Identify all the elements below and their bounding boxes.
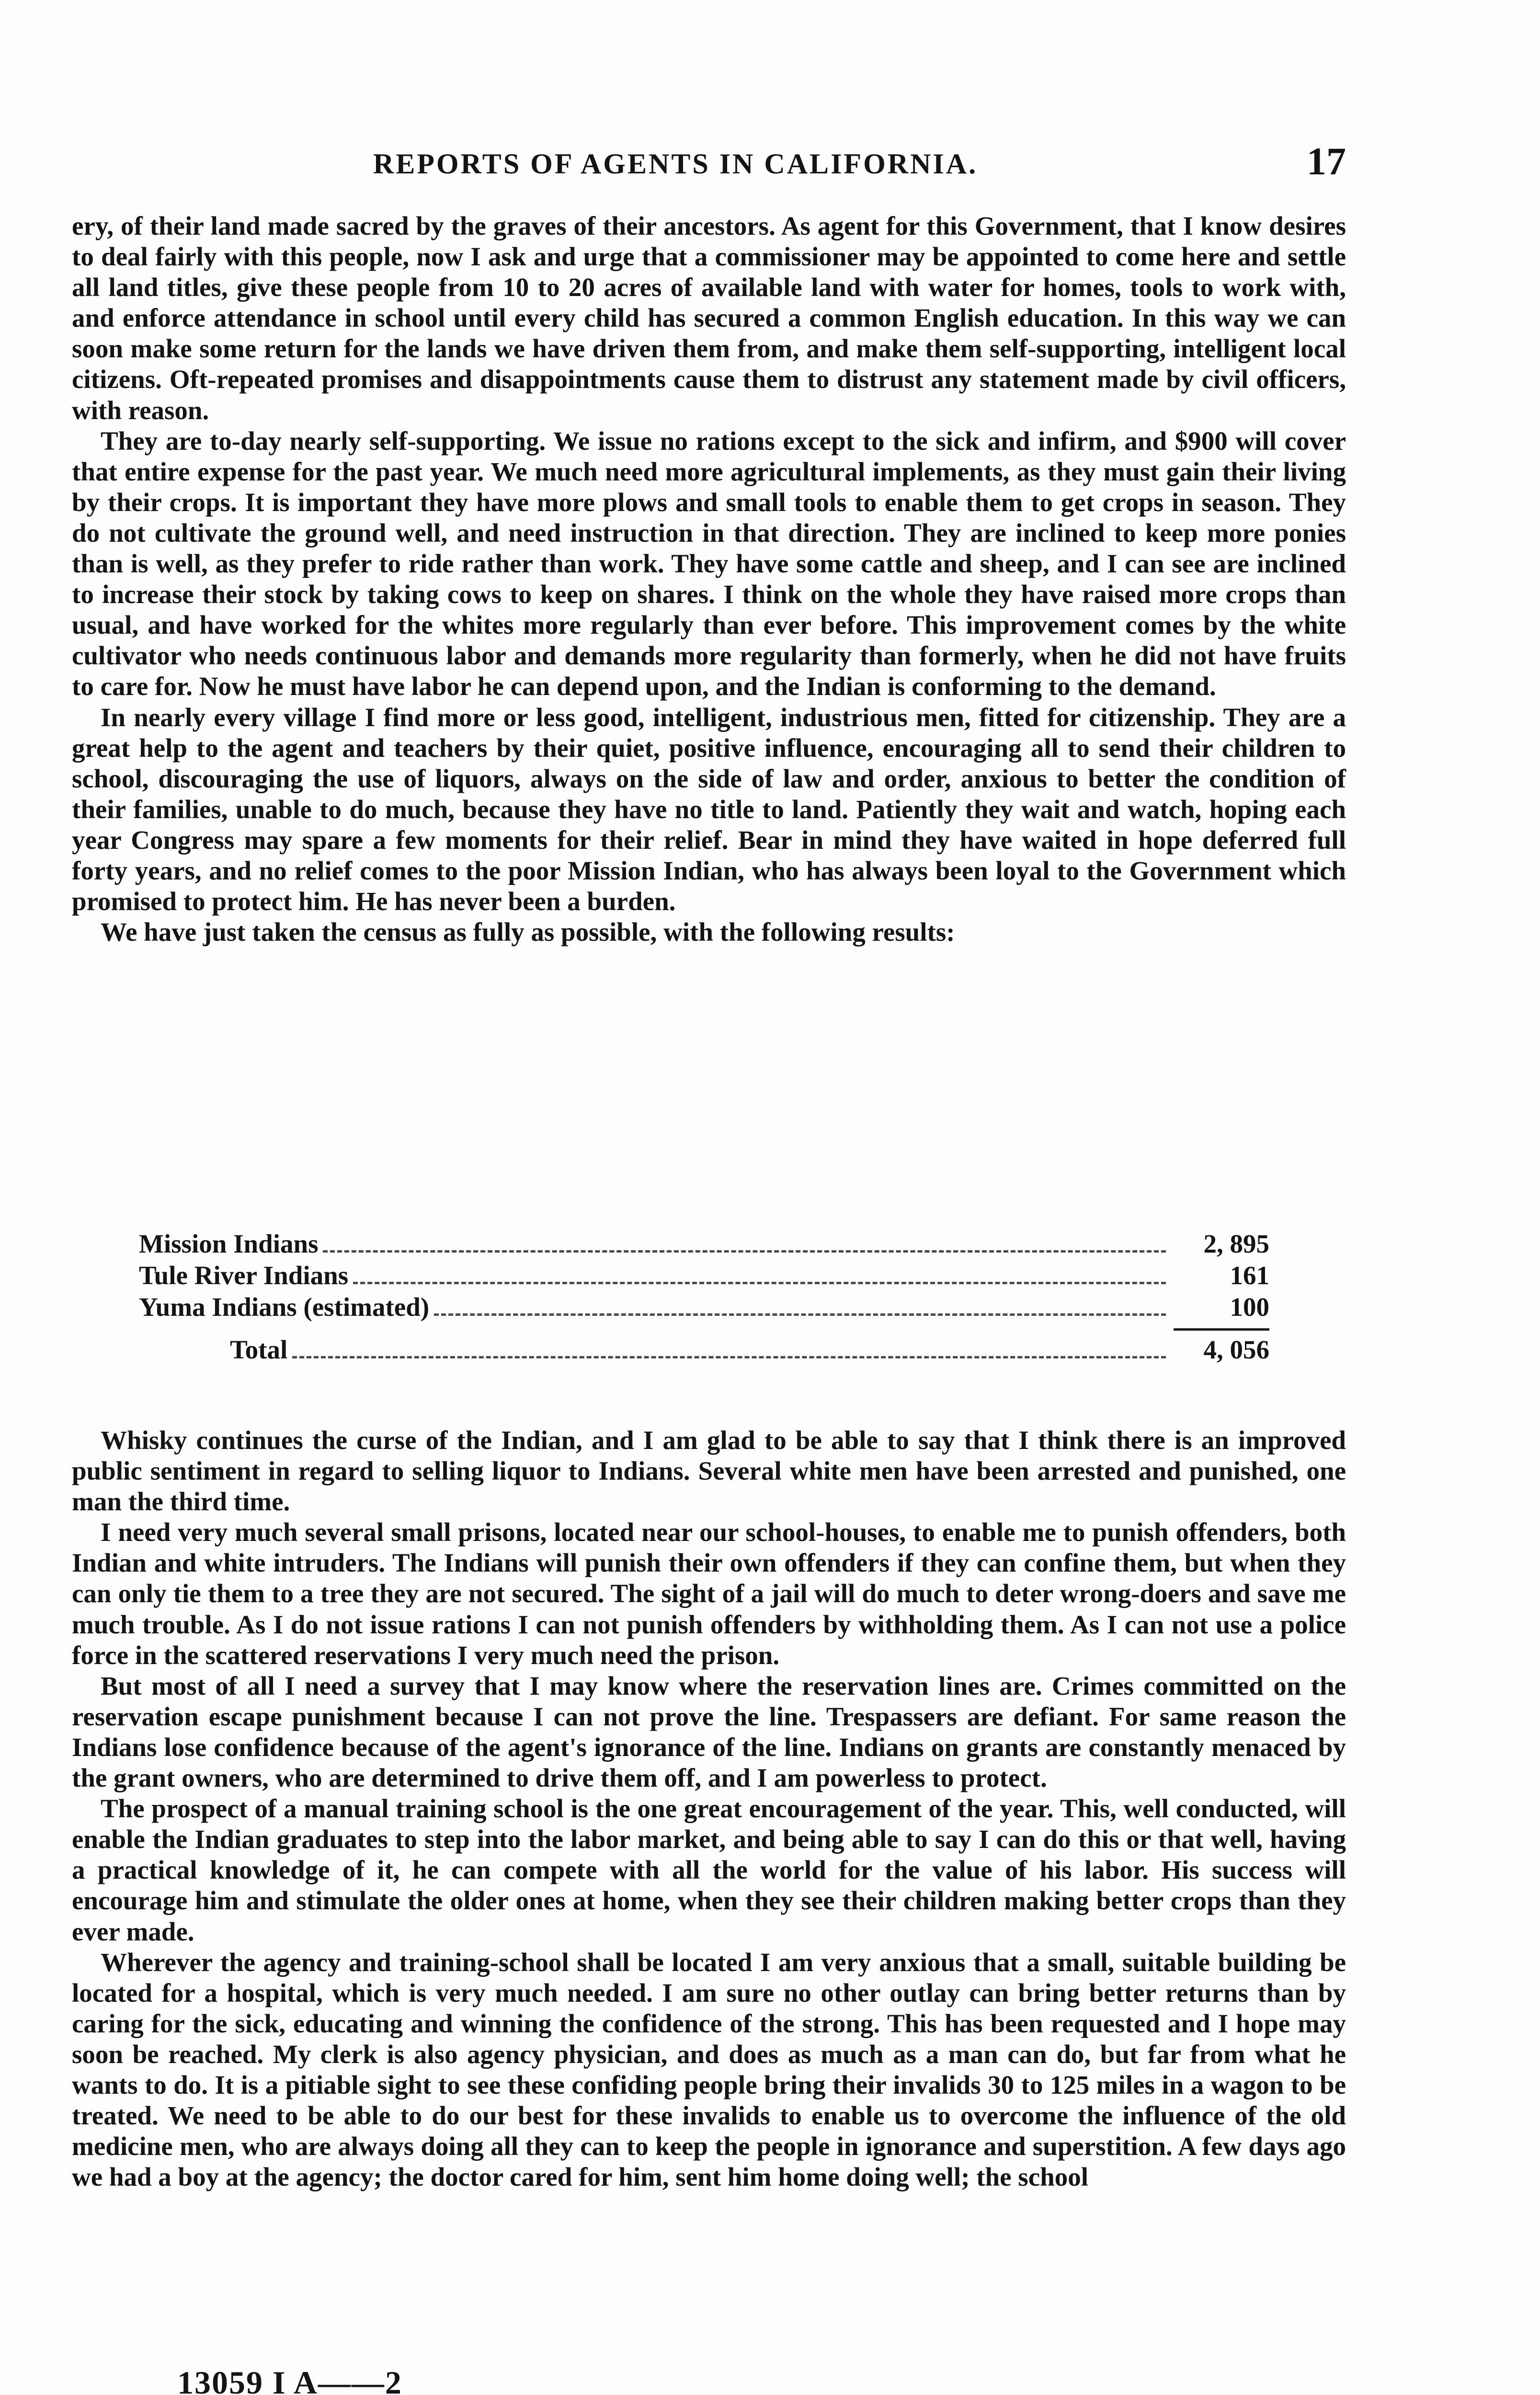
total-rule	[1174, 1328, 1269, 1331]
census-row	[139, 1292, 1269, 1323]
dot-leader	[292, 1356, 1166, 1358]
census-value: 2, 895	[1203, 1229, 1269, 1258]
paragraph: They are to-day nearly self-supporting. We issue no rations except to the sick and infirm, and $900 will cover that entire expense for the past year. We much need more agricultural implements, as they must gain their living by their crops. It is important they have more plows and small tools to enable them to get crops in season. They do not cultivate the ground well, and need instruction in that direction. They are inclined to keep more ponies than is well, as they prefer to ride rather than work. They have some cattle and sheep, and I can see are inclined to increase their stock by taking cows to keep on shares. I think on the whole they have raised more crops than usual, and have worked for the whites more regularly than ever before. This improvement comes by the white cultivator who needs continuous labor and demands more regularity than formerly, when he did not have fruits to care for. Now he must have labor he can depend upon, and the Indian is conforming to the demand.	[72, 426, 1346, 701]
census-total-value: 4, 056	[1203, 1335, 1269, 1364]
paragraph: I need very much several small prisons, located near our school-houses, to enable me to punish offenders, both Indian and white intruders. The Indians will punish their own offenders if they can confine them, but when they can only tie them to a tree they are not secured. The sight of a jail will do much to deter wrong-doers and save me much trouble. As I do not issue rations I can not punish offenders by withholding them. As I can not use a police force in the scattered reservations I very much need the prison.	[72, 1517, 1346, 1670]
paragraph: But most of all I need a survey that I may know where the reservation lines are. Crimes committed on the reservation escape punishment because I can not prove the line. Trespassers are defiant. For same reason the Indians lose confidence because of the agent's ignorance of the line. Indians on grants are constantly menaced by the grant owners, who are determined to drive them off, and I am powerless to protect.	[72, 1671, 1346, 1793]
paragraph: In nearly every village I find more or less good, intelligent, industrious men, fitted for citizenship. They are a great help to the agent and teachers by their quiet, positive influence, encouraging all to send their children to school, discouraging the use of liquors, always on the side of law and order, anxious to better the condition of their families, unable to do much, because they have no title to land. Patiently they wait and watch, hoping each year Congress may spare a few moments for their relief. Bear in mind they have waited in hope deferred full forty years, and no relief comes to the poor Mission Indian, who has always been loyal to the Government which promised to protect him. He has never been a burden.	[72, 702, 1346, 916]
paragraph: Wherever the agency and training-school shall be located I am very anxious that a small, suitable building be located for a hospital, which is very much needed. I am sure no other outlay can bring better returns than by caring for the sick, educating and winning the confidence of the strong. This has been requested and I hope may soon be reached. My clerk is also agency physician, and does as much as a man can do, but far from what he wants to do. It is a pitiable sight to see these confiding people bring their invalids 30 to 125 miles in a wagon to be treated. We need to be able to do our best for these invalids to enable us to overcome the influence of the old medicine men, who are always doing all they can to keep the people in ignorance and superstition. A few days ago we had a boy at the agency; the doctor cared for him, sent him home doing well; the school	[72, 1947, 1346, 2192]
census-value: 161	[1230, 1261, 1269, 1290]
signature-mark: 13059 I A——2	[177, 2364, 402, 2395]
census-label: Yuma Indians (estimated)	[139, 1292, 430, 1322]
census-total-label: Total	[230, 1335, 288, 1364]
dot-leader	[434, 1313, 1166, 1316]
dot-leader	[323, 1250, 1166, 1253]
body-text-top	[72, 211, 1346, 947]
dot-leader	[353, 1282, 1166, 1284]
page-header	[72, 139, 1346, 192]
census-total-row	[139, 1334, 1269, 1368]
census-row	[139, 1229, 1269, 1260]
paragraph: ery, of their land made sacred by the graves of their ancestors. As agent for this Government, that I know desires to deal fairly with this people, now I ask and urge that a commissioner may be appointed to come here and settle all land titles, give these people from 10 to 20 acres of available land with water for homes, tools to work with, and enforce attendance in school until every child has secured a common English education. In this way we can soon make some return for the lands we have driven them from, and make them self-supporting, intelligent local citizens. Oft-repeated promises and disappointments cause them to distrust any statement made by civil officers, with reason.	[72, 211, 1346, 425]
census-table	[139, 1229, 1269, 1368]
census-value: 100	[1230, 1292, 1269, 1322]
paragraph: The prospect of a manual training school is the one great encouragement of the year. This, well conducted, will enable the Indian graduates to step into the labor market, and being able to say I can do this or that well, having a practical knowledge of it, he can compete with all the world for the value of his labor. His success will encourage him and stimulate the older ones at home, when they see their children making better crops than they ever made.	[72, 1794, 1346, 1946]
paragraph: Whisky continues the curse of the Indian, and I am glad to be able to say that I think there is an improved public sentiment in regard to selling liquor to Indians. Several white men have been arrested and punished, one man the third time.	[72, 1426, 1346, 1517]
body-text-bottom	[72, 1425, 1346, 2192]
page-number: 17	[1307, 139, 1346, 183]
running-head: REPORTS OF AGENTS IN CALIFORNIA.	[373, 148, 978, 180]
census-label: Tule River Indians	[139, 1261, 349, 1290]
census-row	[139, 1260, 1269, 1292]
paragraph: We have just taken the census as fully as possible, with the following results:	[101, 917, 955, 947]
census-label: Mission Indians	[139, 1229, 319, 1258]
